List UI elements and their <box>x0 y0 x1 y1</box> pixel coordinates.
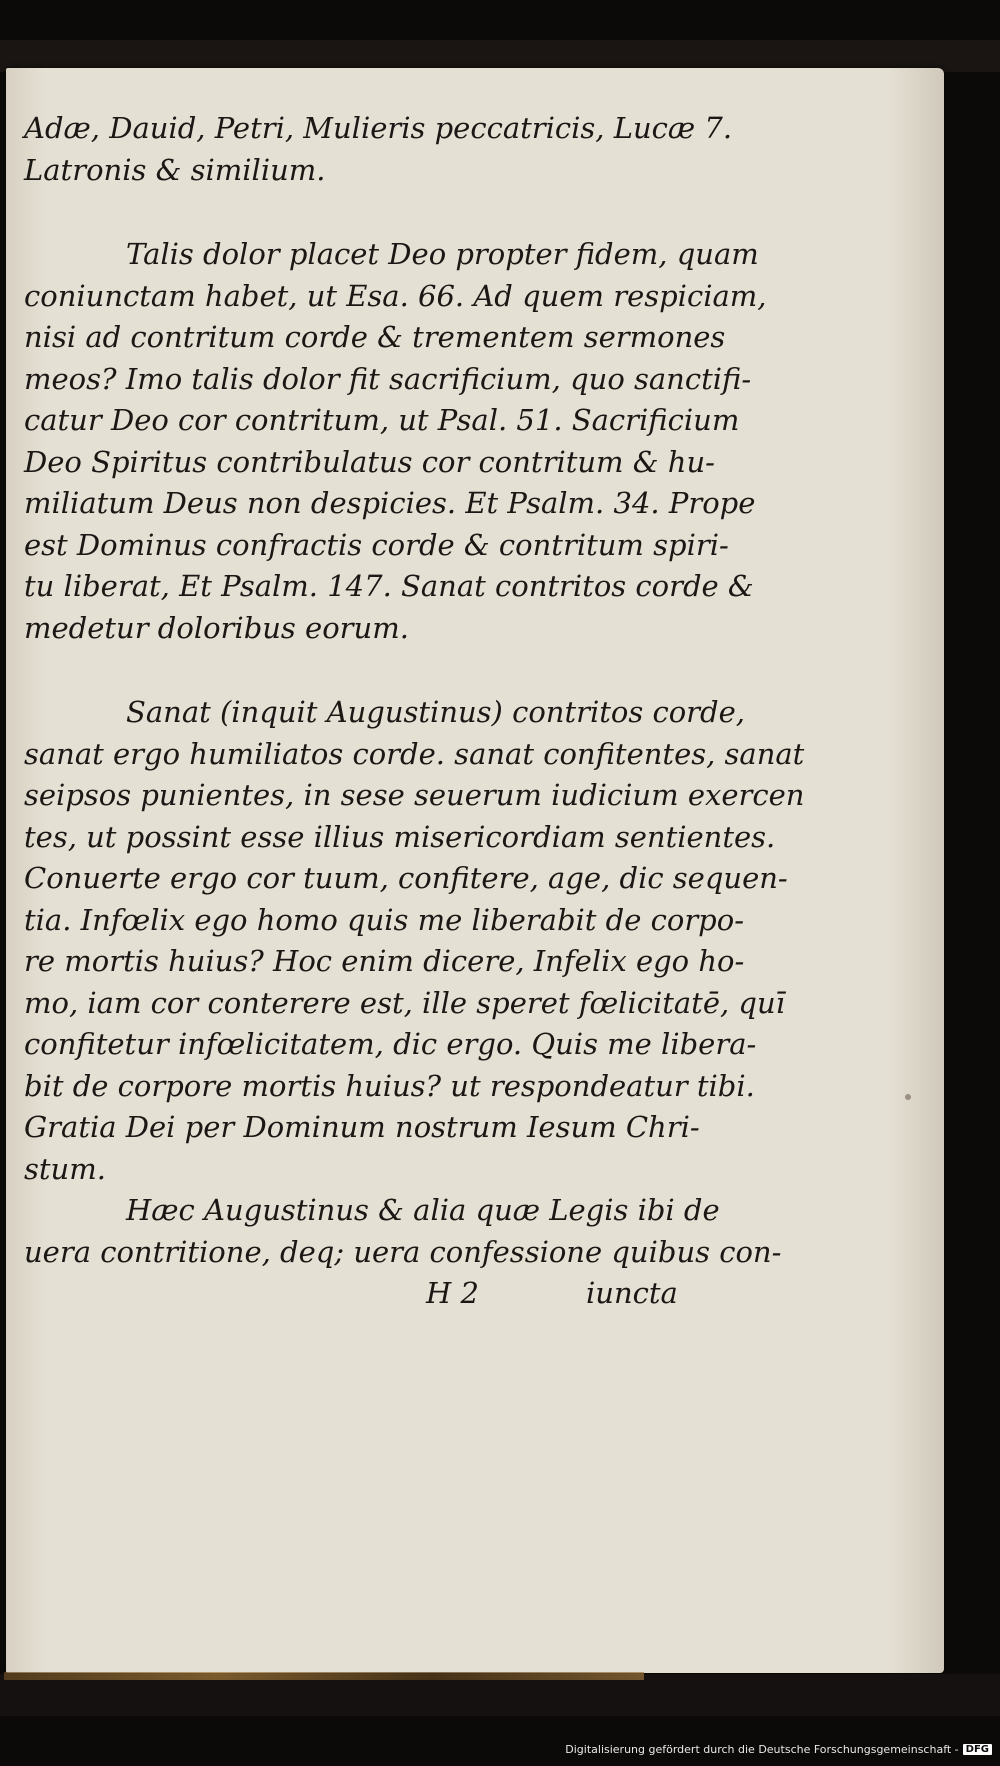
text-line: uera contritione, deq; uera confessione quibus con- <box>24 1234 782 1269</box>
paragraph-4 <box>24 1190 782 1273</box>
paragraph-3 <box>24 692 805 1190</box>
text-line: medetur doloribus eorum. <box>24 610 409 645</box>
text-line: Hæc Augustinus & alia quæ Legis ibi de <box>126 1193 720 1227</box>
text-line: tes, ut possint esse illius misericordiam sentientes. <box>24 819 776 854</box>
text-line: Sanat (inquit Augustinus) contritos corde, <box>126 695 745 729</box>
page-footer <box>24 1273 704 1315</box>
text-line: mo, iam cor conterere est, ille speret fœlicitatē, quī <box>24 985 785 1020</box>
paragraph-2 <box>24 234 767 649</box>
text-line: Conuerte ergo cor tuum, confitere, age, dic sequen- <box>24 861 788 895</box>
gilt-edge <box>4 1672 644 1680</box>
text-line: tia. Infœlix ego homo quis me liberabit de corpo- <box>24 902 745 937</box>
text-line: stum. <box>24 1151 106 1186</box>
signature-mark: H 2 <box>426 1276 479 1310</box>
dfg-logo: DFG <box>963 1744 992 1755</box>
paragraph-1 <box>24 108 733 191</box>
digitization-credit <box>565 1743 992 1756</box>
catchword: iuncta <box>586 1276 678 1310</box>
page-text <box>24 108 805 1315</box>
text-line: Deo Spiritus contribulatus cor contritum & hu- <box>24 444 715 479</box>
text-line: Latronis & similium. <box>24 152 326 187</box>
text-line: Talis dolor placet Deo propter fidem, quam <box>126 237 759 271</box>
text-line: confitetur infœlicitatem, dic ergo. Quis me libera- <box>24 1027 757 1061</box>
text-line: re mortis huius? Hoc enim dicere, Infelix ego ho- <box>24 944 745 978</box>
paragraph-gap <box>24 649 704 692</box>
text-line: Gratia Dei per Dominum nostrum Iesum Chri- <box>24 1110 700 1144</box>
text-line: seipsos punientes, in sese seuerum iudicium exercen <box>24 778 805 812</box>
text-line: Adæ, Dauid, Petri, Mulieris peccatricis, Lucæ 7. <box>24 111 733 145</box>
text-line: tu liberat, Et Psalm. 147. Sanat contritos corde & <box>24 569 754 603</box>
text-line: est Dominus confractis corde & contritum spiri- <box>24 527 729 562</box>
page-mark <box>905 1094 911 1100</box>
text-line: bit de corpore mortis huius? ut respondeatur tibi. <box>24 1068 755 1103</box>
paragraph-gap <box>24 191 704 234</box>
text-line: nisi ad contritum corde & trementem sermones <box>24 320 726 354</box>
binding-bottom <box>0 1674 1000 1716</box>
text-line: coniunctam habet, ut Esa. 66. Ad quem respiciam, <box>24 278 767 313</box>
text-line: sanat ergo humiliatos corde. sanat confitentes, sanat <box>24 736 805 771</box>
credit-text: Digitalisierung gefördert durch die Deutsche Forschungsgemeinschaft - <box>565 1743 959 1756</box>
text-line: meos? Imo talis dolor fit sacrificium, quo sanctifi- <box>24 361 752 396</box>
text-line: miliatum Deus non despicies. Et Psalm. 34. Prope <box>24 486 756 520</box>
text-line: catur Deo cor contritum, ut Psal. 51. Sacrificium <box>24 403 740 437</box>
